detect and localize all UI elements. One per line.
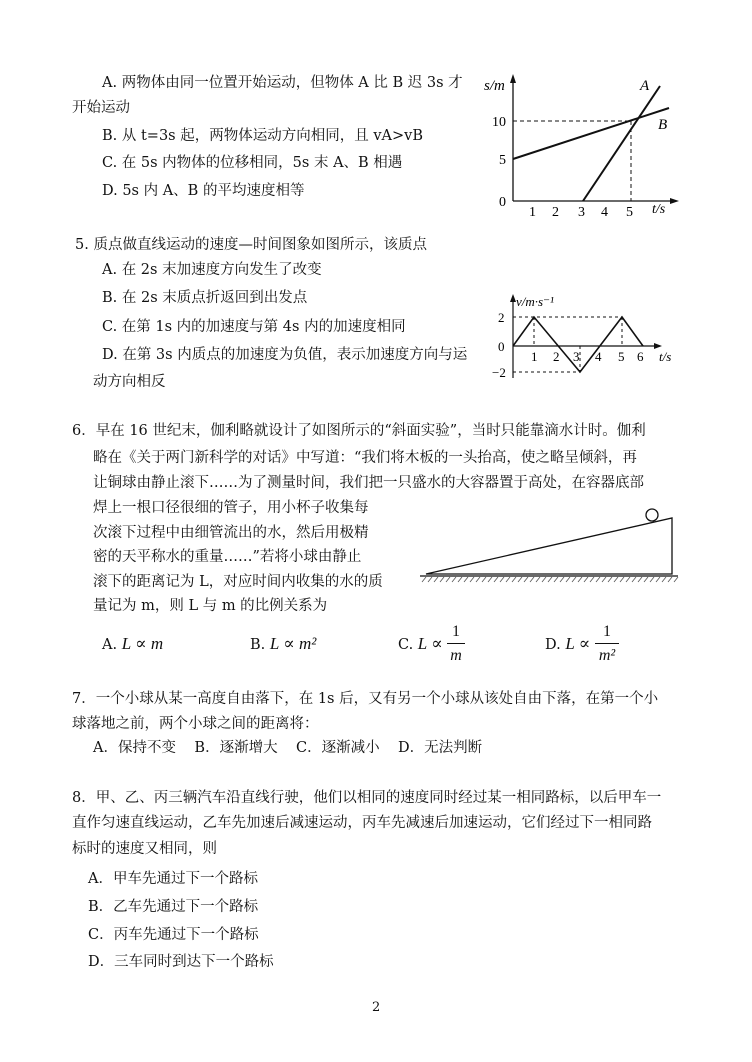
q4-y-arrow — [510, 74, 516, 83]
q5-x-tick-6: 6 — [637, 349, 644, 364]
q8-stem-line1: 8．甲、乙、丙三辆汽车沿直线行驶，他们以相同的速度同时经过某一相同路标，以后甲车一 — [72, 790, 662, 806]
q6-stem-line8: 量记为 m，则 L 与 m 的比例关系为 — [93, 598, 328, 614]
q5-y-tick-0: 0 — [498, 339, 505, 354]
ball-icon — [646, 509, 658, 521]
q4-x-tick-3: 3 — [578, 205, 585, 220]
q6-option-d-prefix: D. — [545, 637, 561, 653]
q5-vt-graph — [488, 292, 684, 384]
q7-stem-line2: 球落地之前，两个小球之间的距离将： — [72, 716, 319, 732]
q4-st-graph — [480, 70, 680, 222]
q5-option-b: B. 在 2s 末质点折返回到出发点 — [102, 290, 308, 306]
q6-stem-line7: 滚下的距离记为 L，对应时间内收集的水的质 — [93, 574, 383, 590]
q5-stem: 5. 质点做直线运动的速度—时间图象如图所示，该质点 — [75, 237, 427, 253]
q4-option-d: D. 5s 内 A、B 的平均速度相等 — [102, 183, 305, 199]
q6-option-d-numerator: 1 — [603, 623, 611, 640]
incline-triangle — [426, 518, 672, 574]
q4-option-b: B. 从 t=3s 起，两物体运动方向相同，且 vA>vB — [102, 128, 424, 144]
ground-hatch — [422, 577, 678, 582]
q6-option-c-numerator: 1 — [452, 623, 460, 640]
q5-option-c: C. 在第 1s 内的加速度与第 4s 内的加速度相同 — [102, 319, 406, 335]
q4-y-tick-5: 5 — [499, 153, 506, 168]
q6-option-d-fraction-bar — [595, 643, 619, 644]
q6-option-c-denominator: m — [450, 647, 462, 664]
q4-x-arrow — [670, 198, 679, 204]
q4-option-a-line2: 开始运动 — [72, 100, 130, 116]
q5-option-a: A. 在 2s 末加速度方向发生了改变 — [102, 262, 322, 278]
q8-stem-line3: 标时的速度又相同，则 — [72, 841, 217, 857]
q5-x-tick-5: 5 — [618, 349, 625, 364]
q6-stem-line5: 次滚下过程中由细管流出的水，然后用极精 — [93, 525, 369, 541]
q6-option-b-formula: L ∝ m² — [269, 634, 317, 653]
q8-option-b: B．乙车先通过下一个路标 — [88, 899, 259, 915]
q4-x-label: t/s — [652, 202, 666, 217]
inclined-plane-figure — [418, 500, 682, 588]
q5-x-tick-3: 3 — [573, 349, 580, 364]
q6-option-a — [102, 635, 163, 653]
q4-x-tick-5: 5 — [626, 205, 633, 220]
q6-option-b-prefix: B. — [250, 637, 266, 653]
q6-option-a-formula: L ∝ m — [121, 634, 164, 653]
q6-option-c — [398, 635, 443, 653]
q4-line-b-label: B — [658, 117, 668, 133]
q6-option-c-fraction-bar — [447, 643, 465, 644]
q4-line-a-label: A — [640, 78, 650, 94]
q4-y-tick-10: 10 — [492, 115, 506, 130]
q6-option-d — [545, 635, 590, 653]
q5-y-label: v/m·s⁻¹ — [516, 294, 554, 309]
q5-y-tick-neg2: −2 — [492, 365, 506, 380]
q6-stem-line2: 略在《关于两门新科学的对话》中写道：“我们将木板的一头抬高，使之略呈倾斜，再 — [93, 450, 637, 466]
q5-x-tick-1: 1 — [531, 349, 538, 364]
q6-option-d-formula: L ∝ — [565, 634, 591, 653]
q6-option-a-prefix: A. — [102, 637, 118, 653]
q5-y-tick-2: 2 — [498, 310, 505, 325]
q4-line-a — [583, 86, 660, 201]
q6-option-c-formula: L ∝ — [417, 634, 443, 653]
q5-option-d-line2: 动方向相反 — [93, 374, 166, 390]
q6-stem-line1: 6．早在 16 世纪末，伽利略就设计了如图所示的“斜面实验”，当时只能靠滴水计时。伽利 — [72, 423, 646, 439]
q8-stem-line2: 直作匀速直线运动，乙车先加速后减速运动，丙车先减速后加速运动，它们经过下一相同路 — [72, 815, 652, 831]
q7-stem-line1: 7．一个小球从某一高度自由落下，在 1s 后，又有另一个小球从该处自由下落，在第一个小 — [72, 691, 659, 707]
q6-stem-line6: 密的天平称水的重量……”若将小球由静止 — [93, 549, 362, 565]
q7-options: A．保持不变 B．逐渐增大 C．逐渐减小 D．无法判断 — [93, 740, 483, 756]
q4-x-tick-4: 4 — [601, 205, 608, 220]
q4-y-tick-0: 0 — [499, 195, 506, 210]
q8-option-c: C．丙车先通过下一个路标 — [88, 927, 259, 943]
q4-option-c: C. 在 5s 内物体的位移相同，5s 末 A、B 相遇 — [102, 155, 403, 171]
q5-x-tick-2: 2 — [553, 349, 560, 364]
q5-x-label: t/s — [659, 349, 672, 364]
q4-y-label: s/m — [484, 78, 505, 94]
q6-option-d-denominator: m² — [598, 647, 616, 664]
page-number: 2 — [372, 1000, 381, 1015]
q6-stem-line3: 让铜球由静止滚下……为了测量时间，我们把一只盛水的大容器置于高处，在容器底部 — [93, 475, 644, 491]
q6-option-c-prefix: C. — [398, 637, 414, 653]
q5-option-d-line1: D. 在第 3s 内质点的加速度为负值，表示加速度方向与运 — [102, 347, 468, 363]
q4-x-tick-2: 2 — [552, 205, 559, 220]
q8-option-d: D．三车同时到达下一个路标 — [88, 954, 274, 970]
q6-option-b — [250, 635, 316, 653]
q8-option-a: A．甲车先通过下一个路标 — [88, 871, 258, 887]
q6-stem-line4: 焊上一根口径很细的管子，用小杯子收集每 — [93, 500, 369, 516]
q4-option-a-line1: A. 两物体由同一位置开始运动，但物体 A 比 B 迟 3s 才 — [102, 75, 463, 91]
q4-x-tick-1: 1 — [529, 205, 536, 220]
q5-x-tick-4: 4 — [595, 349, 602, 364]
q4-line-b — [513, 108, 669, 159]
